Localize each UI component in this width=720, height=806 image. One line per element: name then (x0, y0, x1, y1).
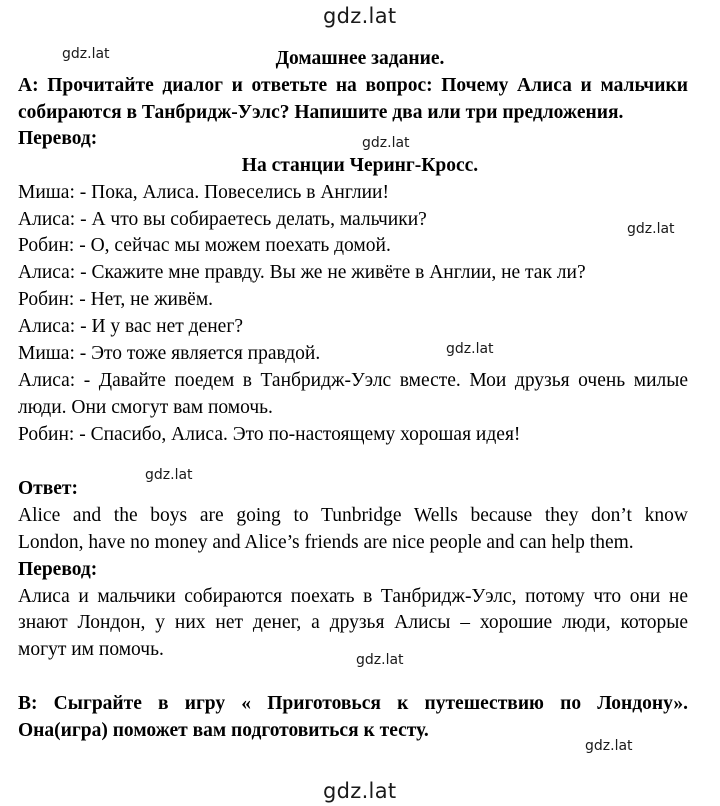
answer-en-line-2: London, have no money and Alice’s friends are nice people and can help them. (18, 532, 634, 553)
dialogue-line: Робин: - Спасибо, Алиса. Это по-настоящему хорошая идея! (18, 424, 521, 445)
dialogue-line: Робин: - О, сейчас мы можем поехать домой. (18, 235, 391, 256)
dialogue-line: люди. Они смогут вам помочь. (18, 397, 273, 418)
watermark: gdz.lat (627, 221, 675, 237)
task-a-line-1: A: Прочитайте диалог и ответьте на вопрос: Почему Алиса и мальчики (18, 75, 688, 96)
answer-label: Ответ: (18, 478, 79, 499)
task-b-line-2: Она(игра) поможет вам подготовиться к тесту. (18, 720, 429, 741)
dialogue-line: Алиса: - Давайте поедем в Танбридж-Уэлс вместе. Мои друзья очень милые (18, 370, 688, 391)
dialogue-line: Миша: - Пока, Алиса. Повеселись в Англии! (18, 182, 389, 203)
dialogue-title: На станции Черинг-Кросс. (241, 155, 479, 176)
translation-label-2: Перевод: (18, 559, 98, 580)
dialogue-line: Алиса: - И у вас нет денег? (18, 316, 243, 337)
watermark: gdz.lat (62, 46, 110, 62)
dialogue-line: Алиса: - Скажите мне правду. Вы же не живёте в Англии, не так ли? (18, 262, 586, 283)
watermark: gdz.lat (356, 652, 404, 668)
watermark: gdz.lat (145, 467, 193, 483)
watermark: gdz.lat (446, 341, 494, 357)
dialogue-line: Миша: - Это тоже является правдой. (18, 343, 321, 364)
translation-label: Перевод: (18, 128, 98, 149)
watermark-top: gdz.lat (323, 4, 397, 28)
watermark-bottom: gdz.lat (323, 779, 397, 803)
task-b-line-1: B: Сыграйте в игру « Приготовься к путешествию по Лондону». (18, 693, 688, 714)
dialogue-line: Робин: - Нет, не живём. (18, 289, 214, 310)
watermark: gdz.lat (362, 135, 410, 151)
page-title: Домашнее задание. (275, 48, 445, 69)
answer-en-line-1: Alice and the boys are going to Tunbridge Wells because they don’t know (18, 505, 688, 526)
answer-ru-line-3: могут им помочь. (18, 639, 164, 660)
task-a-line-2: собираются в Танбридж-Уэлс? Напишите два или три предложения. (18, 102, 624, 123)
answer-ru-line-1: Алиса и мальчики собираются поехать в Танбридж-Уэлс, потому что они не (18, 586, 688, 607)
watermark: gdz.lat (585, 738, 633, 754)
answer-ru-line-2: знают Лондон, у них нет денег, а друзья Алисы – хорошие люди, которые (18, 612, 688, 633)
dialogue-line: Алиса: - А что вы собираетесь делать, мальчики? (18, 209, 427, 230)
